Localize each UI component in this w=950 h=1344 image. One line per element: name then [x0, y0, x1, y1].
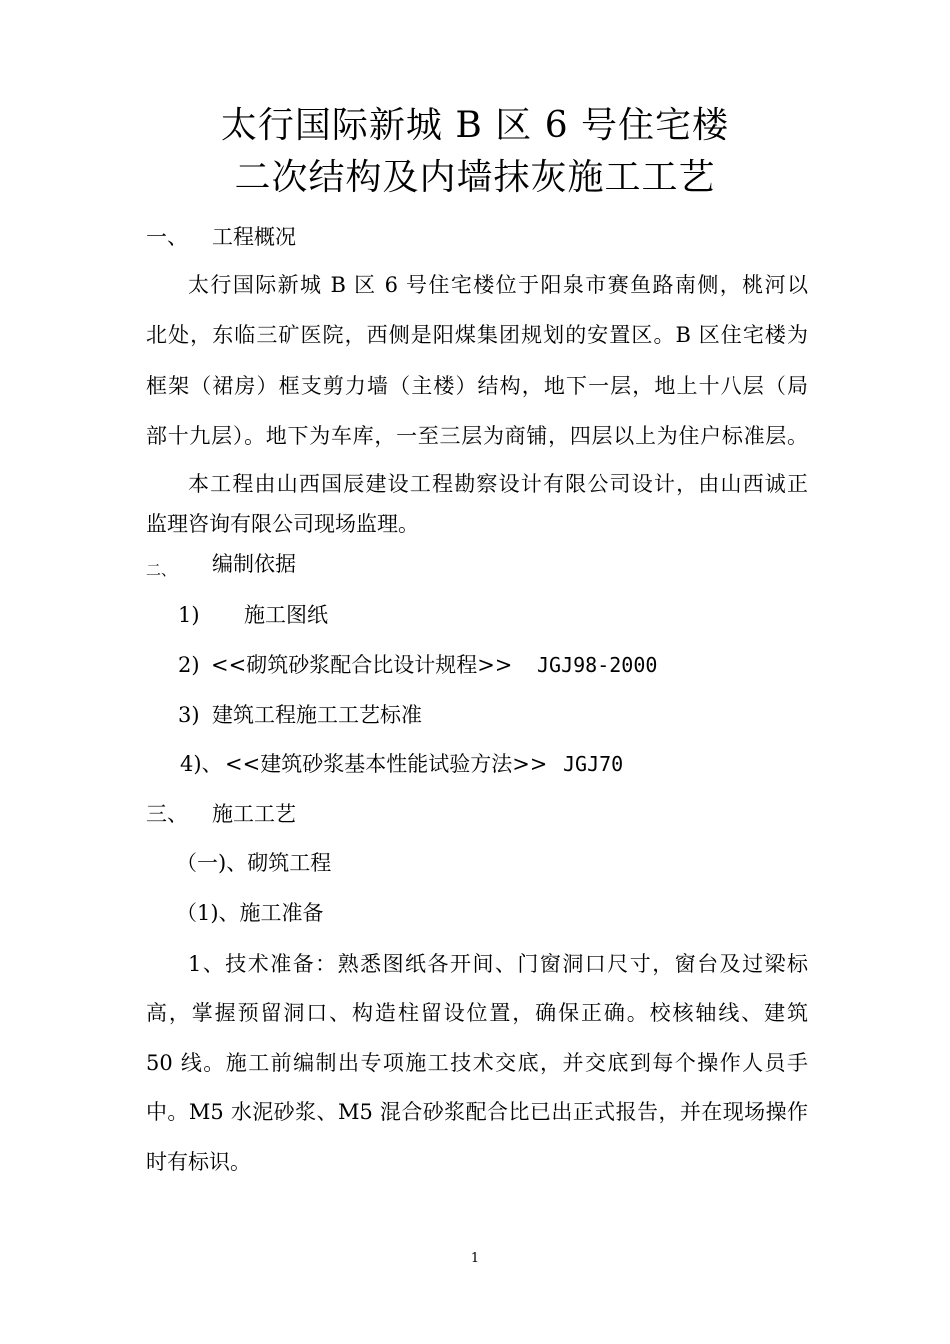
process-p-line1: 1、技术准备：熟悉图纸各开间、门窗洞口尺寸，窗台及过梁标 [188, 952, 808, 976]
overview-p2-line1: 本工程由山西国辰建设工程勘察设计有限公司设计，由山西诚正 [188, 472, 808, 496]
process-p-line5: 时有标识。 [146, 1150, 251, 1174]
section-1-number: 一、 [146, 225, 188, 249]
basis-item-4-text: <<建筑砂浆基本性能试验方法>> [225, 752, 548, 776]
process-p-line2: 高，掌握预留洞口、构造柱留设位置，确保正确。校核轴线、建筑 [146, 1001, 808, 1025]
section-3-heading: 施工工艺 [212, 802, 296, 826]
basis-item-3-number: 3) [178, 703, 200, 727]
basis-item-2-number: 2) [178, 653, 200, 677]
overview-p2-line2: 监理咨询有限公司现场监理。 [146, 512, 419, 536]
process-p-line4: 中。M5 水泥砂浆、M5 混合砂浆配合比已出正式报告，并在现场操作 [146, 1100, 808, 1124]
basis-item-1-number: 1) [178, 603, 200, 627]
section-2-number: 二、 [146, 561, 177, 579]
process-subheading-2: （1)、施工准备 [176, 901, 324, 925]
basis-item-3-text: 建筑工程施工工艺标准 [212, 703, 422, 727]
overview-p1-line4: 部十九层）。地下为车库，一至三层为商铺，四层以上为住户标准层。 [146, 424, 808, 448]
section-1-heading: 工程概况 [212, 225, 296, 249]
document-title-line2: 二次结构及内墙抹灰施工工艺 [234, 157, 716, 198]
document-title-line1: 太行国际新城 B 区 6 号住宅楼 [220, 105, 730, 146]
overview-p1-line3: 框架（裙房）框支剪力墙（主楼）结构，地下一层，地上十八层（局 [146, 374, 808, 398]
section-2-heading: 编制依据 [212, 552, 296, 576]
basis-item-4-code: JGJ70 [563, 752, 624, 776]
overview-p1-line1: 太行国际新城 B 区 6 号住宅楼位于阳泉市赛鱼路南侧，桃河以 [188, 273, 808, 297]
basis-item-4-number: 4)、 [180, 752, 223, 776]
process-subheading-1: （一)、砌筑工程 [176, 851, 332, 875]
page-number: 1 [470, 1251, 480, 1266]
section-3-number: 三、 [146, 802, 188, 826]
process-p-line3: 50 线。施工前编制出专项施工技术交底，并交底到每个操作人员手 [146, 1051, 808, 1075]
basis-item-2-text: <<砌筑砂浆配合比设计规程>> [211, 653, 513, 677]
overview-p1-line2: 北处，东临三矿医院，西侧是阳煤集团规划的安置区。B 区住宅楼为 [146, 323, 808, 347]
basis-item-2-code: JGJ98-2000 [537, 653, 658, 677]
basis-item-1-text: 施工图纸 [244, 603, 328, 627]
